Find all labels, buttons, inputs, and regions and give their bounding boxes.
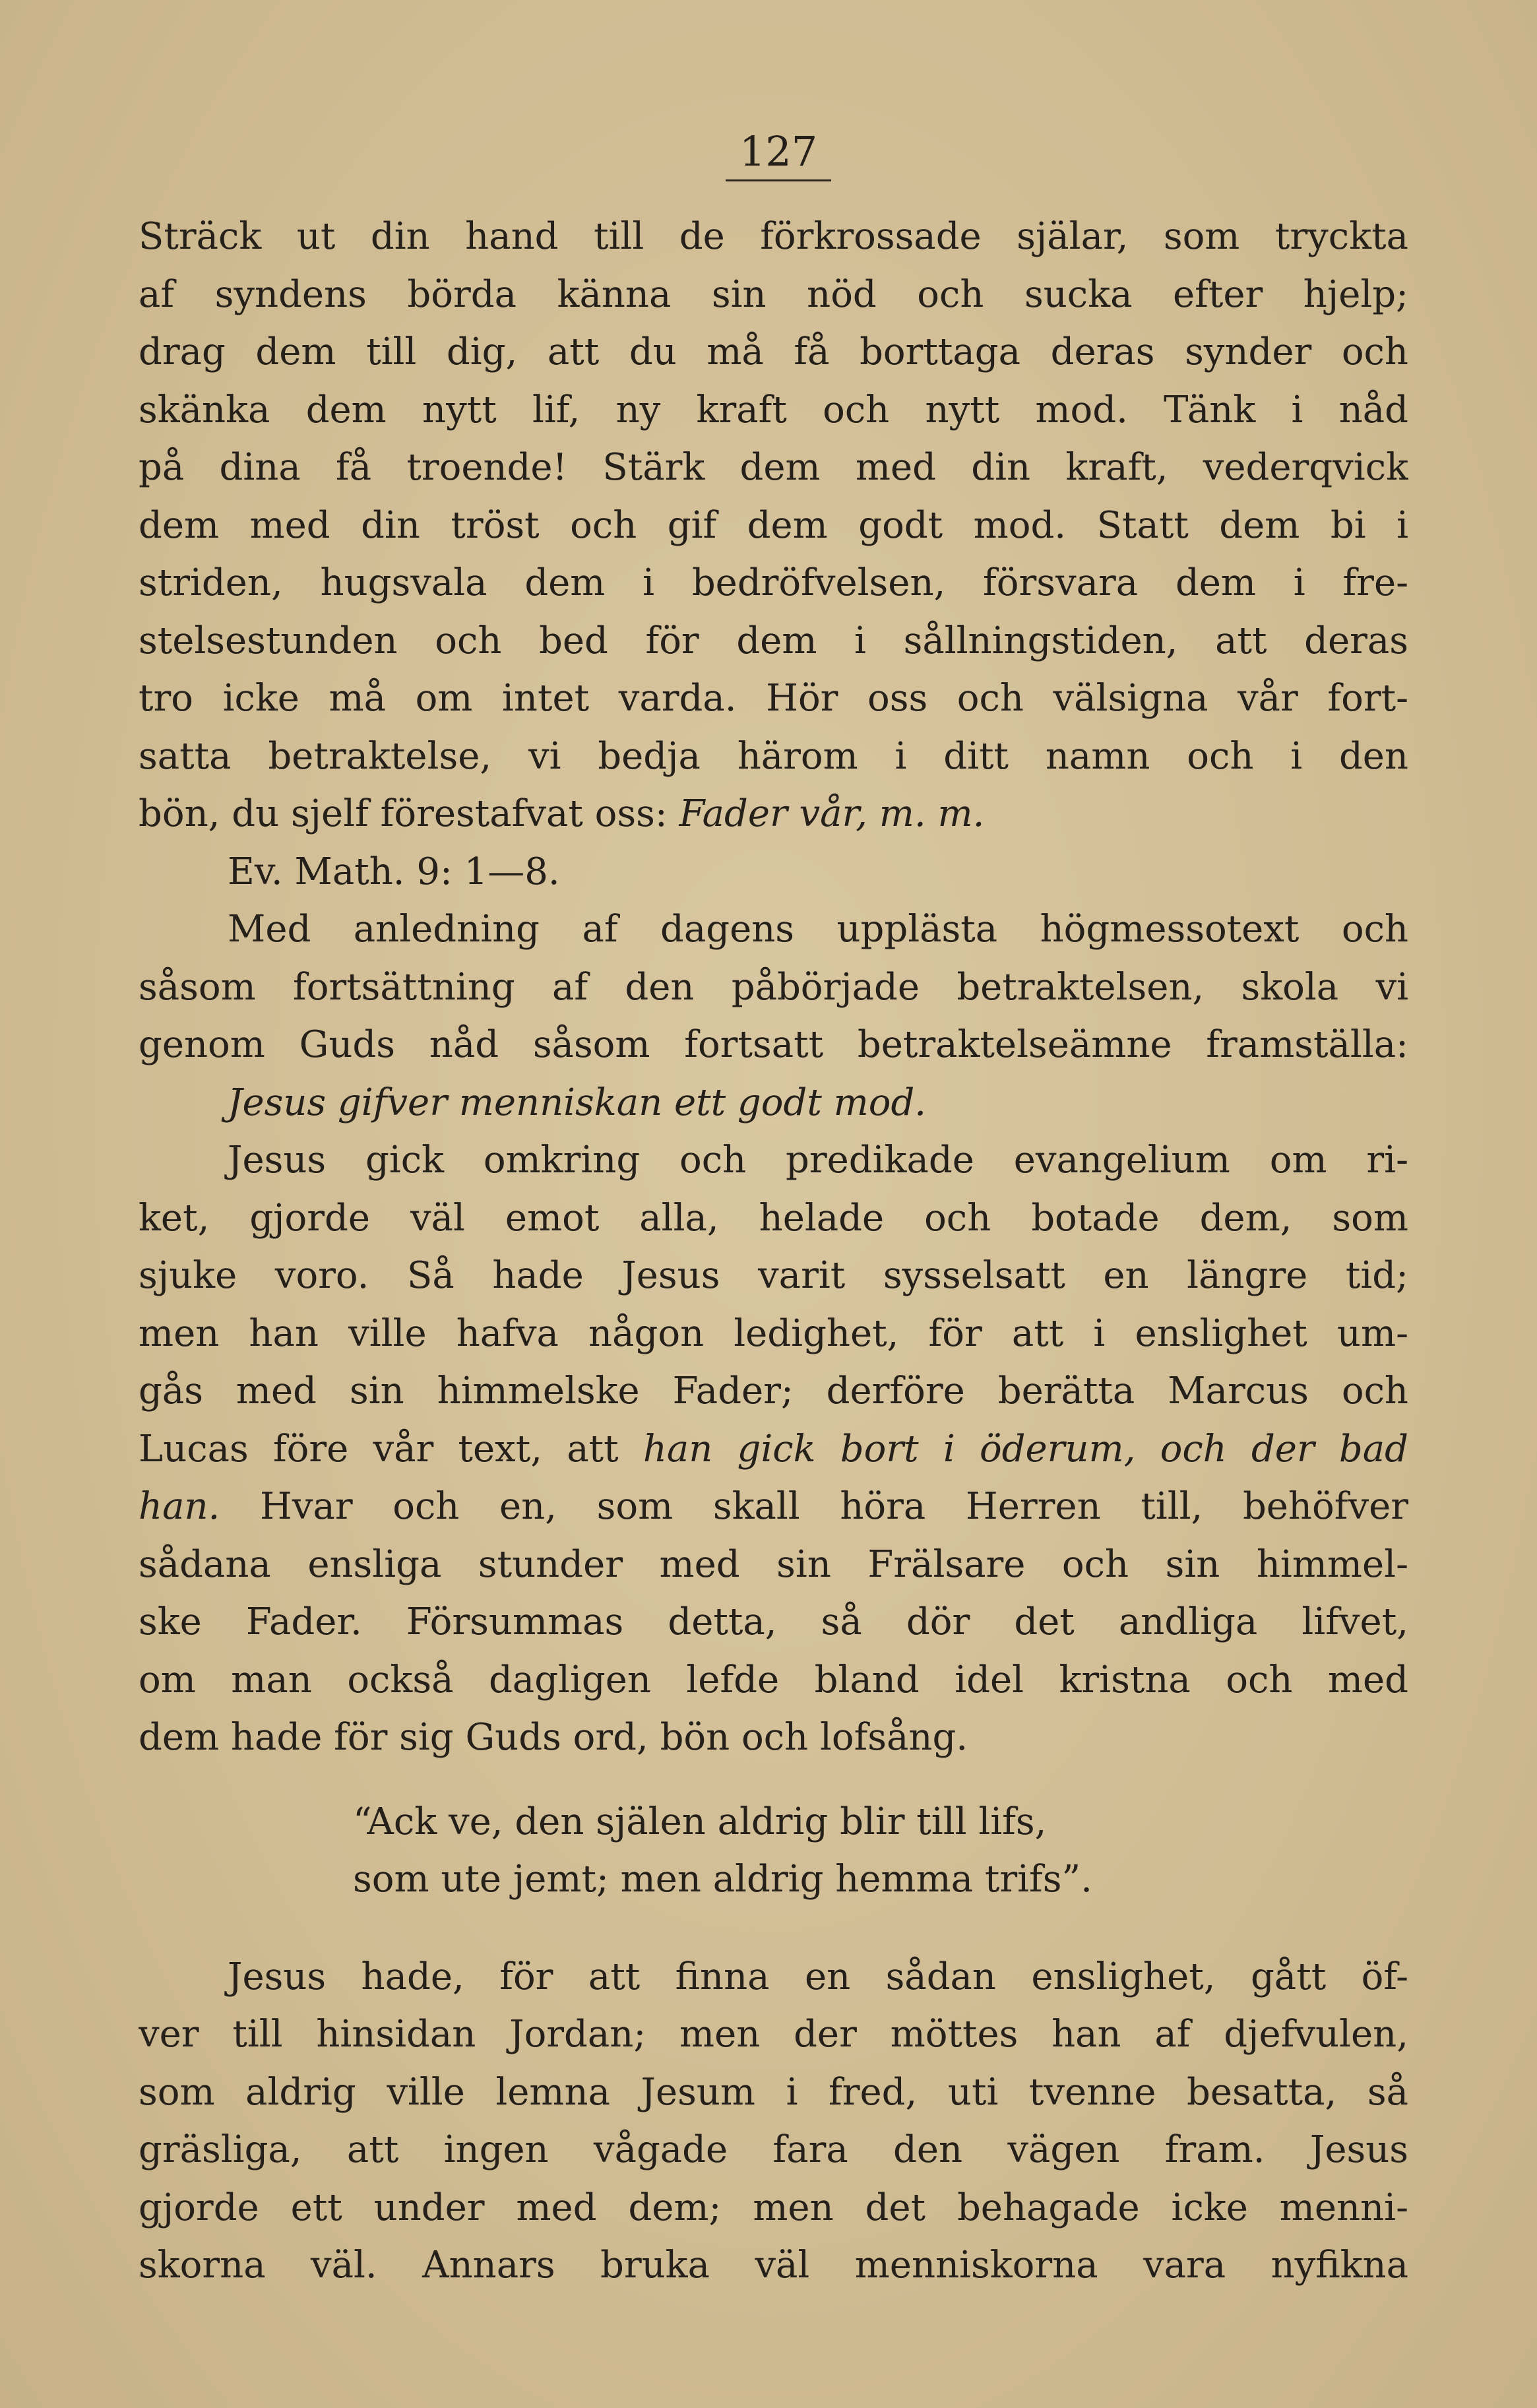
text-line: Med anledning af dagens upplästa högmessotext och: [228, 908, 1408, 951]
theme-text: Jesus gifver menniskan ett godt mod.: [228, 1081, 927, 1124]
verse-line: “Ack ve, den själen aldrig blir till lifs,: [353, 1800, 1047, 1843]
text-line: gräsliga, att ingen vågade fara den vägen fram. Jesus: [139, 2128, 1408, 2171]
text-line: om man också dagligen lefde bland idel kristna och med: [139, 1658, 1408, 1701]
italic-phrase: Fader vår, m. m.: [679, 792, 985, 835]
text-line: stelsestunden och bed för dem i sållningstiden, att deras: [139, 619, 1408, 662]
paragraph-prayer: [139, 208, 1408, 843]
text-line: [139, 785, 1408, 843]
body-text: [139, 208, 1408, 2295]
italic-phrase: han.: [139, 1485, 220, 1528]
text-line: tro icke må om intet varda. Hör oss och välsigna vår fort-: [139, 677, 1408, 720]
page-number: 127: [726, 125, 831, 181]
text-line: genom Guds nåd såsom fortsatt betraktelseämne framställa:: [139, 1023, 1408, 1066]
text-line: sådana ensliga stunder med sin Frälsare och sin himmel-: [139, 1542, 1408, 1586]
text-line: Sträck ut din hand till de förkrossade själar, som tryckta: [139, 215, 1408, 258]
text-line: dem med din tröst och gif dem godt mod. Statt dem bi i: [139, 503, 1408, 547]
text-line: som aldrig ville lemna Jesum i fred, uti tvenne besatta, så: [139, 2070, 1408, 2114]
text-line: drag dem till dig, att du må få borttaga deras synder och: [139, 331, 1408, 373]
paragraph-jordan: [139, 1948, 1408, 2295]
text-line: af syndens börda känna sin nöd och sucka efter hjelp;: [139, 272, 1408, 316]
text-line: men han ville hafva någon ledighet, för att i enslighet um-: [139, 1312, 1408, 1355]
text-line: Jesus gick omkring och predikade evangelium om ri-: [228, 1139, 1408, 1182]
text-line: satta betraktelse, vi bedja härom i ditt namn och i den: [139, 734, 1408, 778]
text-segment: Lucas före vår text, att: [139, 1427, 643, 1471]
text-line: Jesus hade, för att finna en sådan enslighet, gått öf-: [228, 1955, 1408, 1998]
sermon-theme: [139, 1074, 1408, 1132]
text-line: [139, 1420, 1408, 1478]
paragraph-jesus: [139, 1131, 1408, 1767]
gospel-reference: Ev. Math. 9: 1—8.: [228, 850, 560, 893]
text-line: striden, hugsvala dem i bedröfvelsen, försvara dem i fre-: [139, 561, 1408, 604]
text-line: skorna väl. Annars bruka väl menniskorna vara nyfikna: [139, 2244, 1408, 2287]
text-line: ket, gjorde väl emot alla, helade och botade dem, som: [139, 1196, 1408, 1240]
italic-phrase: han gick bort i öderum, och der bad: [643, 1427, 1408, 1471]
text-line: gås med sin himmelske Fader; derföre berätta Marcus och: [139, 1370, 1408, 1412]
text-segment: Hvar och en, som skall höra Herren till, behöfver: [220, 1485, 1408, 1528]
paragraph-introduction: [139, 901, 1408, 1074]
text-line: [139, 1478, 1408, 1536]
text-line: sjuke voro. Så hade Jesus varit sysselsatt en längre tid;: [139, 1254, 1408, 1297]
text-line: skänka dem nytt lif, ny kraft och nytt mod. Tänk i nåd: [139, 388, 1408, 431]
verse-quotation: [139, 1793, 1408, 1909]
text-line: ver till hinsidan Jordan; men der möttes han af djefvulen,: [139, 2013, 1408, 2056]
text-line: såsom fortsättning af den påbörjade betraktelsen, skola vi: [139, 965, 1408, 1009]
text-line: på dina få troende! Stärk dem med din kraft, vederqvick: [139, 446, 1408, 489]
verse-line: som ute jemt; men aldrig hemma trifs”.: [353, 1858, 1092, 1901]
text-line: ske Fader. Försummas detta, så dör det andliga lifvet,: [139, 1600, 1408, 1643]
text-line: dem hade för sig Guds ord, bön och lofsång.: [139, 1716, 968, 1759]
text-line: gjorde ett under med dem; men det behagade icke menni-: [139, 2186, 1408, 2229]
text-segment: bön, du sjelf förestafvat oss:: [139, 792, 679, 835]
